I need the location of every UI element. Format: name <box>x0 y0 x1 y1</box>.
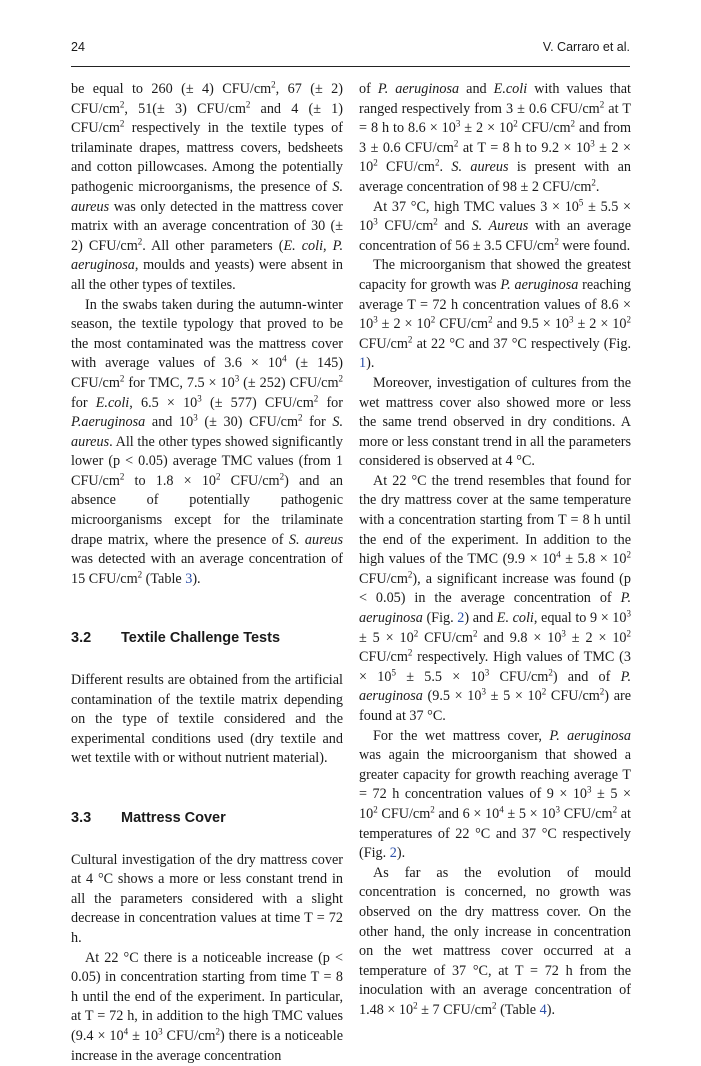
paragraph: Moreover, investigation of cultures from the wet mattress cover also showed more or less the same trend observed in dry conditions. A more or less constant trend in all the parameters considered is observed at 4 °C. <box>359 374 631 470</box>
paragraph: At 22 °C there is a noticeable increase (p < 0.05) in concentration starting from time T = 8 h until the end of the experiment. In particular, at T = 72 h, in addition to the high TMC values ($9.4 \times 10^4 \pm 10^3$ CFU/$cm^2$) there is a noticeable increase in the average concentration <box>71 949 344 1064</box>
figure-2-link[interactable]: 2 <box>457 610 465 627</box>
section-title: Textile Challenge Tests <box>121 630 281 647</box>
section-number: 3.3 <box>71 810 92 826</box>
paragraph: For the wet mattress cover, P. aeruginosa was again the microorganism that showed a greater capacity for growth reaching average T = 72 h concentration values of $9 \times 10^3 \pm 5 \times 10^2$ CFU/$cm^2$ and $6 \times 10^4 \pm 5 \times 10^3$ CFU/$cm^2$ at temperatures of 22 °C and 37 °C respectively (Fig. 2). <box>359 727 631 862</box>
running-head <box>71 40 630 62</box>
paragraph: be equal to 260 (± 4) CFU/$cm^2$, 67 (± 2) CFU/$cm^2$, 51(± 3) CFU/$cm^2$ and 4 (± 1) CFU/$cm^2$ respectively in the textile types of trilaminate drapes, mattress covers, bedsheets and cotton pillowcases. Among the potentially pathogenic microorganisms, the presence of S. aureus was only detected in the mattress cover matrix with an average concentration of 30 (± 2) CFU/$cm^2$. All other parameters (E. coli, P. aeruginosa, moulds and yeasts) were absent in all the other types of textiles. <box>71 79 343 293</box>
figure-1-link[interactable]: 1 <box>359 355 367 372</box>
right-column <box>359 80 631 1021</box>
page-number: 24 <box>71 40 85 54</box>
header-rule <box>71 66 630 67</box>
running-authors: V. Carraro et al. <box>542 40 630 54</box>
paragraph: As far as the evolution of mould concentration is concerned, no growth was observed on the dry mattress cover. On the other hand, the only increase in concentration on the wet mattress cover occurred at a temperature of 37 °C, at T = 72 h from the inoculation with an average concentration of $1.48 \times 10^2 \pm 7$ CFU/$cm^2$ (Table 4). <box>359 864 631 1018</box>
section-number: 3.2 <box>71 630 92 647</box>
section-heading-3-3 <box>71 809 343 829</box>
table-4-link[interactable]: 4 <box>539 1001 547 1018</box>
left-column <box>71 80 343 1066</box>
paragraph: Different results are obtained from the artificial contamination of the textile matrix depending on the type of textile considered and the experimental conditions used (dry textile and wet textile with or without nutrient material). <box>71 672 343 767</box>
table-3-link[interactable]: 3 <box>185 570 193 587</box>
paragraph: The microorganism that showed the greatest capacity for growth was P. aeruginosa reaching average T = 72 h concentration values of $8.6 \times 10^3 \pm 2 \times 10^2$ CFU/$cm^2$ and $9.5 \times 10^3 \pm 2 \times 10^2$ CFU/$cm^2$ at 22 °C and 37 °C respectively (Fig. 1). <box>359 257 632 372</box>
figure-2-link[interactable]: 2 <box>389 845 397 862</box>
paragraph: In the swabs taken during the autumn-winter season, the textile typology that proved to be the most contaminated was the mattress cover with average values of $3.6 \times 10^4$ (± 145) CFU/$cm^2$ for TMC, $7.5 \times 10^3$ (± 252) CFU/$cm^2$ for E.coli, $6.5 \times 10^3$ (± 577) CFU/$cm^2$ for P.aeruginosa and $10^3$ (± 30) CFU/$cm^2$ for S. aureus. All the other types showed significantly lower (p < 0.05) average TMC values (from 1 CFU/$cm^2$ to $1.8 \times 10^2$ CFU/$cm^2$) and an absence of potentially pathogenic microorganisms except for the trilaminate drape matrix, where the presence of S. aureus was detected with an average concentration of 15 CFU/$cm^2$ (Table 3). <box>71 296 343 587</box>
section-title: Mattress Cover <box>121 810 226 826</box>
paragraph: At 37 °C, high TMC values $3 \times 10^5 \pm 5.5 \times 10^3$ CFU/$cm^2$ and S. Aureus with an average concentration of 56 ± 3.5 CFU/$cm^2$ were found. <box>359 196 632 254</box>
paragraph: Cultural investigation of the dry mattress cover at 4 °C shows a more or less constant trend in all the parameters considered with a slight decrease in concentration values at time T = 72 h. <box>71 851 343 946</box>
section-heading-3-2 <box>71 629 343 649</box>
paragraph: of P. aeruginosa and E.coli with values that ranged respectively from 3 ± 0.6 CFU/$cm^2$ at T = 8 h to $8.6 \times 10^3 \pm 2 \times 10^2$ CFU/$cm^2$ and from 3 ± 0.6 CFU/$cm^2$ at T = 8 h to $9.2 \times 10^3 \pm 2 \times 10^2$ CFU/$cm^2$. S. aureus is present with an average concentration of 98 ± 2 CFU/$cm^2$. <box>359 81 631 195</box>
paragraph: At 22 °C the trend resembles that found for the dry mattress cover at the same temperature with a concentration starting from T = 8 h until the end of the experiment. In addition to the high values of the TMC ($9.9 \times 10^4 \pm 5.8 \times 10^2$ CFU/$cm^2$), a significant increase was found (p < 0.05) in the average concentration of P. aeruginosa (Fig. 2) and E. coli, equal to $9 \times 10^3 \pm 5 \times 10^2$ CFU/$cm^2$ and $9.8 \times 10^3 \pm 2 \times 10^2$ CFU/$cm^2$ respectively. High values of TMC ($3 \times 10^5 \pm 5.5 \times 10^3$ CFU/$cm^2$) and of P. aeruginosa ($9.5 \times 10^3 \pm 5 \times 10^2$ CFU/$cm^2$) are found at 37 °C. <box>359 472 632 724</box>
